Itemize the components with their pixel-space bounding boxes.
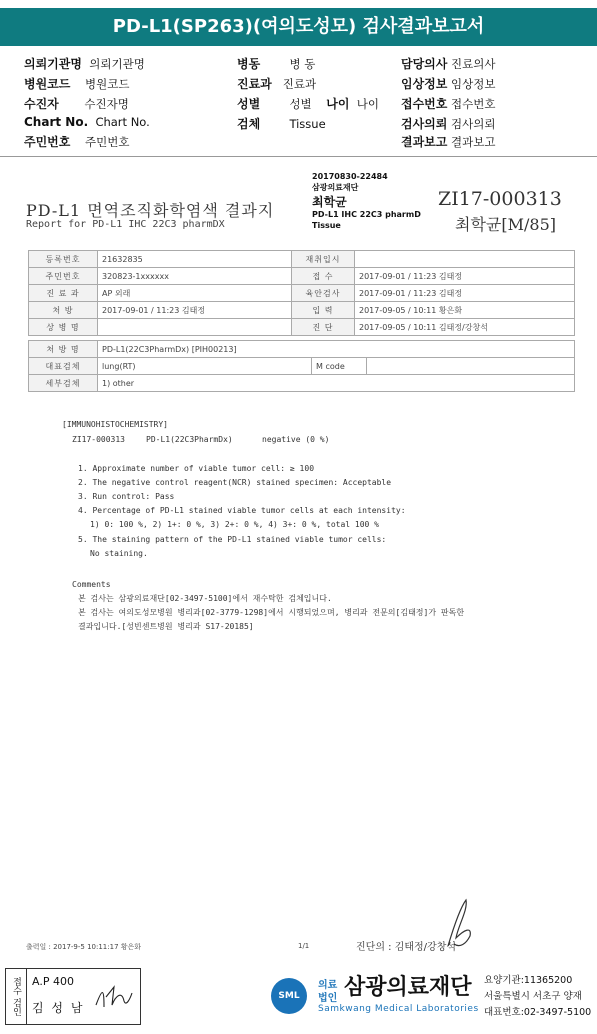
- comment-line: 결과입니다.[성빈센트병원 병리과 S17-20185]: [78, 622, 254, 631]
- result-test: PD-L1(22C3PharmDx): [146, 435, 233, 444]
- comment-line: 본 검사는 삼광의료재단[02-3497-5100]에서 재수탁한 검체입니다.: [78, 594, 332, 603]
- info-clinical: 임상정보 임상정보: [401, 77, 496, 91]
- info-ward: 병동 병 동: [237, 57, 316, 71]
- stamp-title: 접수 검인: [6, 969, 27, 1024]
- label-line: 20170830-22484: [312, 172, 388, 181]
- case-number: ZI17-000313: [438, 188, 562, 210]
- label-line: Tissue: [312, 221, 341, 230]
- comment-line: 본 검사는 여의도성모병원 병리과[02-3779-1298]에서 시행되었으며, 병리과 전문의[김태정]가 판독한: [78, 608, 465, 617]
- label-line: 최학균: [312, 195, 347, 209]
- info-doctor: 담당의사 진료의사: [401, 57, 496, 71]
- order-table: [28, 340, 575, 392]
- stamp-signature: [94, 983, 134, 1013]
- result-item: No staining.: [90, 549, 148, 558]
- comments-title: Comments: [72, 580, 111, 589]
- result-item: 1) 0: 100 %, 2) 1+: 0 %, 3) 2+: 0 %, 4) 3+: 0 %, total 100 %: [90, 520, 379, 529]
- logo-subtitle: Samkwang Medical Laboratories: [318, 1004, 479, 1014]
- sml-badge: SML: [271, 978, 307, 1014]
- table-row: 처 방 2017-09-01 / 11:23 김태정 입 력 2017-09-05 / 10:11 황은화: [29, 302, 575, 319]
- ihc-section-title: [IMMUNOHISTOCHEMISTRY]: [62, 420, 168, 429]
- report-header-title: PD-L1(SP263)(여의도성모) 검사결과보고서: [0, 8, 597, 46]
- result-item: 3. Run control: Pass: [78, 492, 175, 501]
- institution-phone: 대표번호:02-3497-5100: [484, 1007, 592, 1018]
- info-hospital-code: 병원코드 병원코드: [24, 77, 130, 91]
- table-row: 주민번호 320823-1xxxxxx 접 수 2017-09-01 / 11:23 김태정: [29, 268, 575, 285]
- info-resident-no: 주민번호 주민번호: [24, 135, 130, 149]
- info-hospital-name: 의뢰기관명 의뢰기관명: [24, 57, 145, 71]
- institution-address: 서울특별시 서초구 양재: [484, 991, 582, 1002]
- divider: [0, 156, 597, 157]
- logo-prefix: 의료: [318, 980, 338, 991]
- stamp-line1: A.P 400: [32, 975, 74, 988]
- result-item: 4. Percentage of PD-L1 stained viable tumor cells at each intensity:: [78, 506, 406, 515]
- institution-code: 요양기관:11365200: [484, 975, 573, 986]
- registration-table: [28, 250, 575, 336]
- info-receipt-no: 접수번호 접수번호: [401, 97, 496, 111]
- info-patient: 수진자 수진자명: [24, 97, 129, 111]
- result-item: 2. The negative control reagent(NCR) stained specimen: Acceptable: [78, 478, 392, 487]
- result-outcome: negative (0 %): [262, 435, 330, 444]
- report-title-en: Report for PD-L1 IHC 22C3 pharmDX: [26, 219, 225, 230]
- info-sex: 성별 성별 나이 나이: [237, 97, 379, 111]
- table-row: 대표검체 lung(RT) M code: [29, 358, 575, 375]
- patient-name-age: 최학균[M/85]: [455, 215, 556, 234]
- result-item: 5. The staining pattern of the PD-L1 stained viable tumor cells:: [78, 535, 387, 544]
- info-specimen: 검체 Tissue: [237, 117, 326, 131]
- result-case: ZI17-000313: [72, 435, 125, 444]
- page-number: 1/1: [298, 942, 310, 950]
- info-request: 검사의뢰 검사의뢰: [401, 117, 496, 131]
- label-line: 삼광의료재단: [312, 183, 359, 192]
- info-department: 진료과 진료과: [237, 77, 317, 91]
- table-row: 상 병 명 진 단 2017-09-05 / 10:11 김태정/강창석: [29, 319, 575, 336]
- result-item: 1. Approximate number of viable tumor cell: ≥ 100: [78, 464, 315, 473]
- logo-name: 삼광의료재단: [344, 975, 472, 1000]
- stamp-line2: 김 성 남: [32, 1001, 85, 1015]
- info-chart-no: Chart No. Chart No.: [24, 115, 150, 129]
- receipt-stamp: [5, 968, 141, 1025]
- info-result-report: 결과보고 결과보고: [401, 135, 496, 149]
- logo-prefix: 법인: [318, 993, 338, 1004]
- label-line: PD-L1 IHC 22C3 pharmD: [312, 210, 421, 219]
- report-title-ko: PD-L1 면역조직화학염색 결과지: [26, 201, 275, 220]
- printed-date: 출력일 : 2017-9-5 10:11:17 황은화: [26, 943, 142, 951]
- table-row: 세부검체 1) other: [29, 375, 575, 392]
- table-row: 등록번호 21632835 재취입시: [29, 251, 575, 268]
- table-row: 진 료 과 AP 외래 육안검사 2017-09-01 / 11:23 김태정: [29, 285, 575, 302]
- diagnosing-doctors: 진단의 : 김태정/강창석: [356, 942, 457, 953]
- table-row: 처 방 명 PD-L1(22C3PharmDx) [PIH00213]: [29, 341, 575, 358]
